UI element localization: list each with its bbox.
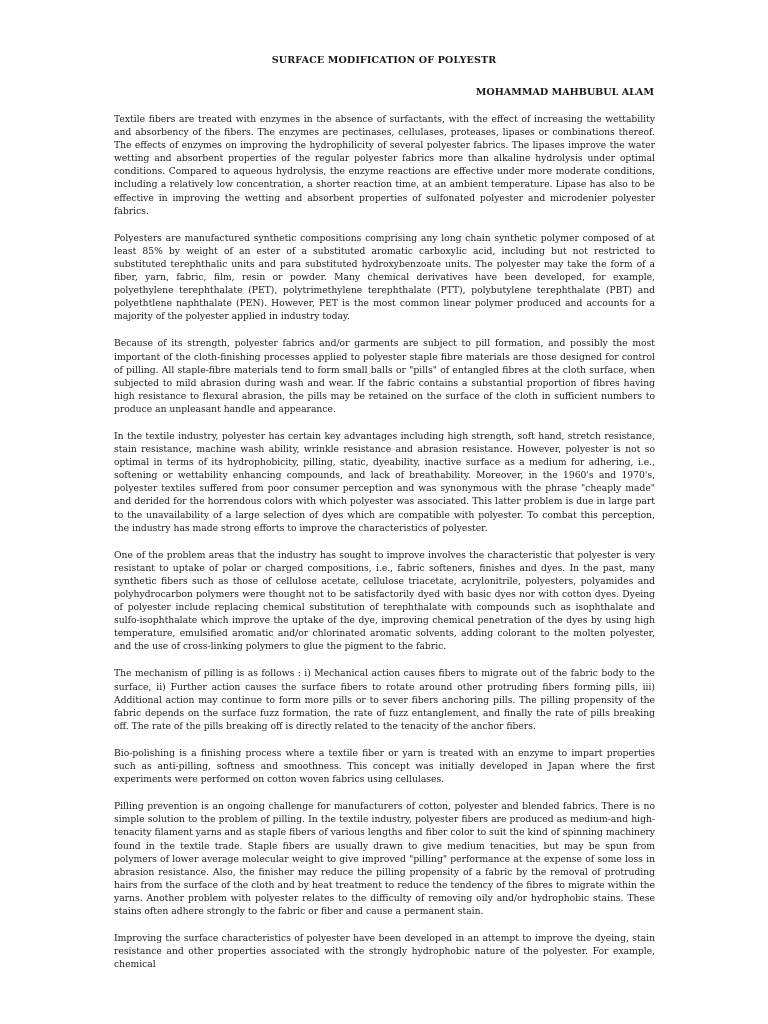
paragraph: Bio-polishing is a finishing process where a textile fiber or yarn is treated with an enzyme to impart properties such as anti-pilling, softness and smoothness. This concept was initially developed in Japan where the first experiments were performed on cotton woven fabrics using cellulases. (114, 747, 655, 786)
paragraph: Textile fibers are treated with enzymes in the absence of surfactants, with the effect of increasing the wettability and absorbency of the fibers. The enzymes are pectinases, cellulases, proteases, lipases or combinations thereof. The effects of enzymes on improving the hydrophilicity of several polyester fabrics. The lipases improve the water wetting and absorbent properties of the regular polyester fabrics more than alkaline hydrolysis under optimal conditions. Compared to aqueous hydrolysis, the enzyme reactions are effective under more moderate conditions, including a relatively low concentration, a shorter reaction time, at an ambient temperature. Lipase has also to be effective in improving the wetting and absorbent properties of sulfonated polyester and microdenier polyester fabrics. (114, 114, 655, 217)
paragraph: The mechanism of pilling is as follows : i) Mechanical action causes fibers to migrate out of the fabric body to the surface, ii) Further action causes the surface fibers to rotate around other protruding fibers forming pills, iii) Additional action may continue to form more pills or to sever fibers anchoring pills. The pilling propensity of the fabric depends on the surface fuzz formation, the rate of fuzz entanglement, and finally the rate of pills breaking off. The rate of the pills breaking off is directly related to the tenacity of the anchor fibers. (114, 668, 655, 732)
paragraph: In the textile industry, polyester has certain key advantages including high strength, soft hand, stretch resistance, stain resistance, machine wash ability, wrinkle resistance and abrasion resistance. However, polyester is not so optimal in terms of its hydrophobicity, pilling, static, dyeability, inactive surface as a medium for adhering, i.e., softening or wettability enhancing compounds, and lack of breathability. Moreover, in the 1960's and 1970's, polyester textiles suffered from poor consumer perception and was synonymous with the phrase "cheaply made" and derided for the horrendous colors with which polyester was associated. This latter problem is due in large part to the unavailability of a large selection of dyes which are compatible with polyester. To combat this perception, the industry has made strong efforts to improve the characteristics of polyester. (114, 430, 655, 534)
paragraph: One of the problem areas that the industry has sought to improve involves the characteristic that polyester is very resistant to uptake of polar or charged compositions, i.e., fabric softeners, finishes and dyes. In the past, many synthetic fibers such as those of cellulose acetate, cellulose triacetate, acrylonitrile, polyesters, polyamides and polyhydrocarbon polymers were thought not to be satisfactorily dyed with basic dyes nor with cotton dyes. Dyeing of polyester include replacing chemical substitution of terephthalate with compounds such as isophthalate and sulfo-isophthalate which improve the uptake of the dye, improving chemical penetration of the dyes by using high temperature, emulsified aromatic and/or chlorinated aromatic solvents, adding colorant to the molten polyester, and the use of cross-linking polymers to glue the pigment to the fabric. (114, 549, 655, 653)
paragraph: Pilling prevention is an ongoing challenge for manufacturers of cotton, polyester and blended fabrics. There is no simple solution to the problem of pilling. In the textile industry, polyester fibers are produced as medium-and high-tenacity filament yarns and as staple fibers of various lengths and fiber color to suit the kind of spinning machinery found in the textile trade. Staple fibers are usually drawn to give medium tenacities, but may be spun from polymers of lower average molecular weight to give improved "pilling" performance at the expense of some loss in abrasion resistance. Also, the finisher may reduce the pilling propensity of a fabric by the removal of protruding hairs from the surface of the cloth and by heat treatment to reduce the tendency of the fibres to migrate within the yarns. Another problem with polyester relates to the difficulty of removing oily and/or hydrophobic stains. These stains often adhere strongly to the fabric or fiber and cause a permanent stain. (114, 801, 655, 917)
paragraph: Because of its strength, polyester fabrics and/or garments are subject to pill formation, and possibly the most important of the cloth-finishing processes applied to polyester staple fibre materials are those designed for control of pilling. All staple-fibre materials tend to form small balls or "pills" of entangled fibres at the cloth surface, when subjected to mild abrasion during wash and wear. If the fabric contains a substantial proportion of fibres having high resistance to flexural abrasion, the pills may be retained on the surface of the cloth in sufficient numbers to produce an unpleasant handle and appearance. (114, 338, 655, 415)
paragraph: Improving the surface characteristics of polyester have been developed in an attempt to improve the dyeing, stain resistance and other properties associated with the strongly hydrophobic nature of the polyester. For example, chemical (114, 933, 655, 971)
document-body (114, 113, 655, 985)
document-author: MOHAMMAD MAHBUBUL ALAM (475, 87, 654, 98)
document-title: SURFACE MODIFICATION OF POLYESTR (271, 55, 497, 66)
paragraph: Polyesters are manufactured synthetic compositions comprising any long chain synthetic polymer composed of at least 85% by weight of an ester of a substituted aromatic carboxylic acid, including but not restricted to substituted terephthalic units and para substituted hydroxybenzoate units. The polyester may take the form of a fiber, yarn, fabric, film, resin or powder. Many chemical derivatives have been developed, for example, polyethylene terephthalate (PET), polytrimethylene terephthalate (PTT), polybutylene terephthalate (PBT) and polyethtlene naphthalate (PEN). However, PET is the most common linear polymer produced and accounts for a majority of the polyester applied in industry today. (114, 232, 655, 323)
